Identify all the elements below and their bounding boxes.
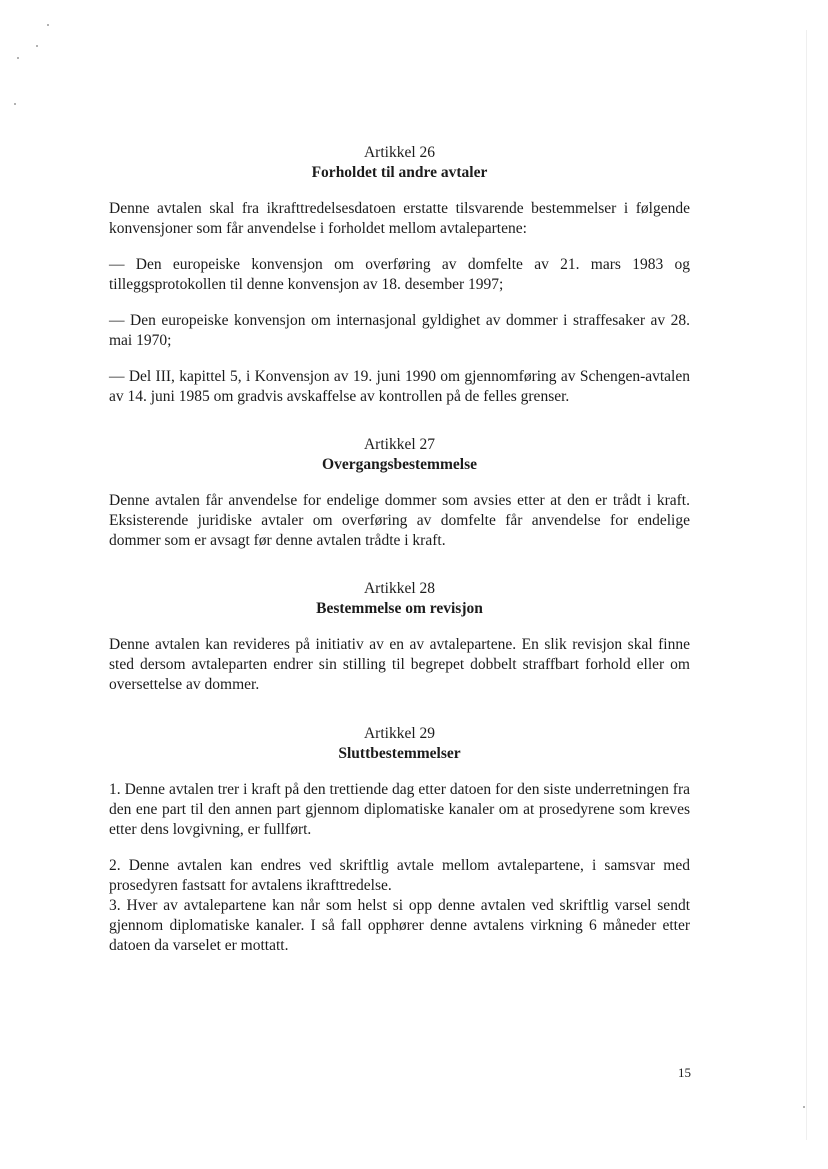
article-number: Artikkel 28 [363, 580, 436, 597]
article-title: Bestemmelse om revisjon [316, 600, 483, 617]
scan-speck [47, 24, 49, 26]
article-28 [109, 579, 690, 695]
paragraph: 1. Denne avtalen trer i kraft på den trettiende dag etter datoen for den siste underretningen fra den ene part til den annen part gjennom diplomatiske kanaler om at prosedyrene som kreves etter dens lovgivning, er fullført. [109, 781, 690, 838]
article-number: Artikkel 26 [363, 144, 436, 161]
paragraph: 3. Hver av avtalepartene kan når som helst si opp denne avtalen ved skriftlig varsel sendt gjennom diplomatiske kanaler. I så fall opphører denne avtalens virkning 6 måneder etter datoen da varselet er mottatt. [109, 897, 690, 954]
paragraph: Denne avtalen skal fra ikrafttredelsesdatoen erstatte tilsvarende bestemmelser i følgende konvensjoner som får anvendelse i forholdet mellom avtalepartene: [109, 200, 690, 237]
paragraph: — Den europeiske konvensjon om internasjonal gyldighet av dommer i straffesaker av 28. mai 1970; [109, 312, 690, 349]
page-number: 15 [678, 1065, 691, 1080]
paragraph: Denne avtalen får anvendelse for endelige dommer som avsies etter at den er trådt i kraft. Eksisterende juridiske avtaler om overføring av domfelte får anvendelse for endelige dommer som er avsagt før denne avtalen trådte i kraft. [109, 492, 690, 549]
paragraph: Denne avtalen kan revideres på initiativ av en av avtalepartene. En slik revisjon skal finne sted dersom avtaleparten endrer sin stilling til begrepet dobbelt straffbart forhold eller om oversettelse av dommer. [109, 636, 690, 693]
article-26 [109, 143, 690, 407]
article-27 [109, 435, 690, 551]
paragraph: 2. Denne avtalen kan endres ved skriftlig avtale mellom avtalepartene, i samsvar med prosedyren fastsatt for avtalens ikrafttredelse. [109, 857, 690, 894]
scan-speck [36, 45, 38, 47]
scan-speck [803, 1106, 805, 1108]
scan-edge-line [806, 30, 807, 1140]
scan-speck [14, 103, 16, 105]
article-number: Artikkel 27 [363, 436, 436, 453]
paragraph: — Del III, kapittel 5, i Konvensjon av 19. juni 1990 om gjennomføring av Schengen-avtalen av 14. juni 1985 om gradvis avskaffelse av kontrollen på de felles grenser. [109, 368, 690, 405]
article-29 [109, 724, 690, 956]
article-title: Forholdet til andre avtaler [311, 164, 488, 181]
article-title: Overgangsbestemmelse [322, 456, 477, 473]
article-number: Artikkel 29 [363, 725, 436, 742]
scan-speck [17, 57, 19, 59]
paragraph: — Den europeiske konvensjon om overføring av domfelte av 21. mars 1983 og tilleggsprotokollen til denne konvensjon av 18. desember 1997; [109, 256, 690, 293]
article-title: Sluttbestemmelser [338, 745, 461, 762]
document-body [109, 143, 690, 972]
